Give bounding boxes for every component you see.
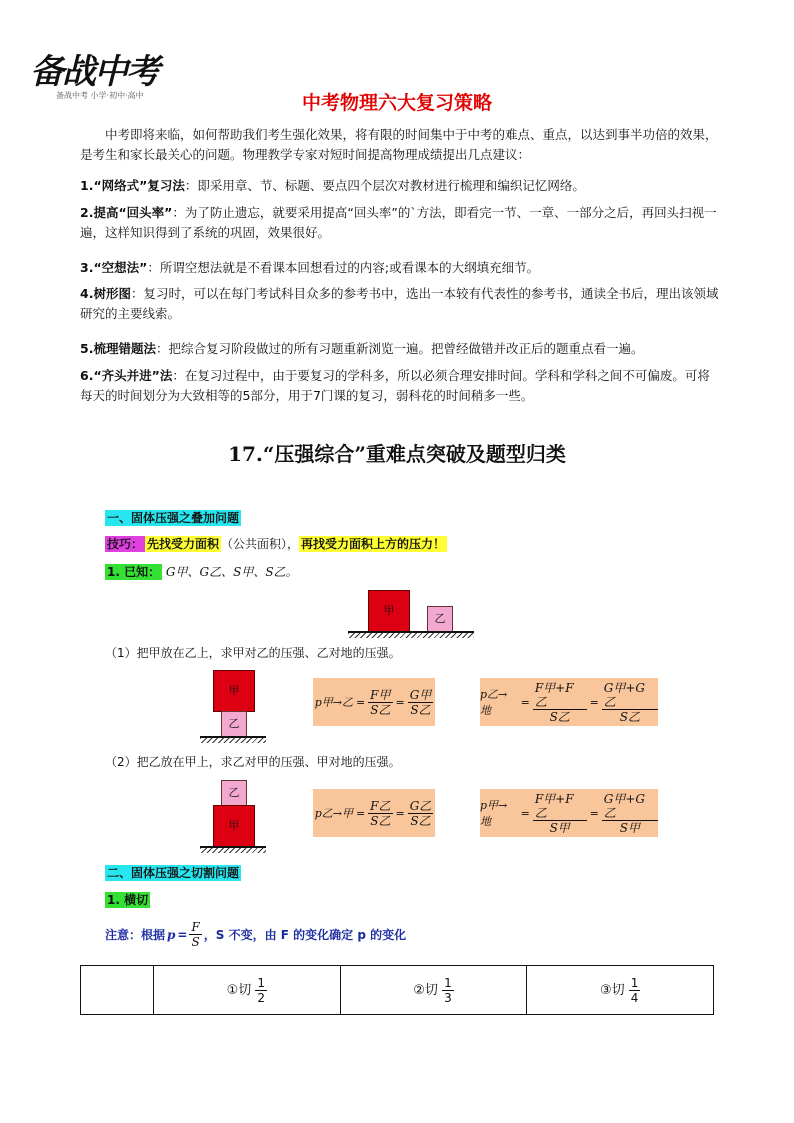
- formula-lhs: p甲→地: [480, 799, 508, 828]
- equals-sign: =: [589, 806, 599, 820]
- equals-sign: =: [520, 806, 530, 820]
- equals-sign: =: [395, 806, 405, 820]
- note-fraction: $\frac{F}{S}$: [191, 920, 200, 949]
- tip-label: 2.提高“回头率”: [80, 205, 173, 220]
- part1-heading: 一、固体压强之叠加问题: [107, 511, 240, 525]
- section-title: 17.“压强综合”重难点突破及题型归类: [228, 442, 566, 466]
- formula-lhs: p乙→地: [480, 688, 508, 717]
- note-p: p: [167, 927, 176, 942]
- formula-yi-on-jia: [313, 789, 435, 837]
- known-line: [105, 563, 298, 580]
- page-title: 中考物理六大复习策略: [301, 92, 492, 114]
- tip-label: 6.“齐头并进”法: [80, 368, 173, 383]
- tip-1: [80, 176, 720, 196]
- technique-a: 先找受力面积: [147, 537, 220, 551]
- logo-text: 备战中考: [30, 52, 158, 92]
- tip-label: 3.“空想法”: [80, 260, 148, 275]
- fraction: $\frac{\text{F甲+F乙}}{\text{S甲}}$: [533, 792, 587, 835]
- formula-yi-on-ground: [480, 678, 658, 726]
- tip-text: ：为了防止遗忘，就要采用提高“回头率”的`方法，即看完一节、一章、一部分之后，再回头扫视一遍，这样知识得到了系统的巩固，效果很好。: [80, 205, 717, 240]
- tip-text: ：复习时，可以在每门考试科目众多的参考书中，选出一本较有代表性的参考书，通读全书后，理出该领域研究的主要线索。: [80, 286, 719, 321]
- fraction: $\frac{1}{2}$: [257, 975, 266, 1005]
- formula-lhs: p甲→乙: [314, 696, 353, 709]
- fraction: $\frac{\text{F甲}}{\text{S乙}}$: [370, 687, 391, 717]
- tip-4: [80, 284, 720, 324]
- fraction: $\frac{\text{G甲+G乙}}{\text{S甲}}$: [602, 792, 658, 835]
- known-label: 1. 已知：: [107, 565, 161, 579]
- formula-lhs: p乙→甲: [314, 807, 353, 820]
- tip-text: ：即采用章、节、标题、要点四个层次对教材进行梳理和编织记忆网络。: [184, 178, 585, 193]
- tip-text: ：把综合复习阶段做过的所有习题重新浏览一遍。把曾经做错并改正后的题重点看一遍。: [155, 341, 644, 356]
- fraction: $\frac{\text{F乙}}{\text{S乙}}$: [370, 798, 391, 828]
- equals-sign: =: [520, 695, 530, 709]
- equals-sign: =: [395, 695, 405, 709]
- note-prefix: 注意：根据: [105, 928, 166, 942]
- table-cell: [81, 966, 154, 1015]
- equals-sign: =: [355, 806, 366, 820]
- tip-text: ：所谓空想法就是不看课本回想看过的内容;或看课本的大纲填充细节。: [147, 260, 540, 275]
- equals-sign: =: [355, 695, 366, 709]
- technique-c: 再找受力面积上方的压力！: [301, 537, 446, 551]
- block-jia: 甲: [368, 590, 410, 632]
- fraction: $\frac{\text{F甲+F乙}}{\text{S乙}}$: [533, 681, 587, 724]
- formula-jia-on-yi: [313, 678, 435, 726]
- table-cell: ③切 $\frac{1}{4}$: [527, 966, 714, 1015]
- intro-paragraph: 中考即将来临，如何帮助我们考生强化效果，将有限的时间集中于中考的难点、重点，以达到事半功倍的效果，是考生和家长最关心的问题。物理教学专家对短时间提高物理成绩提出几点建议：: [80, 127, 718, 162]
- block-yi: 乙: [221, 711, 247, 737]
- fraction: $\frac{1}{3}$: [444, 975, 452, 1005]
- question-1: （1）把甲放在乙上，求甲对乙的压强、乙对地的压强。: [105, 646, 401, 660]
- technique-b: （公共面积），: [221, 537, 300, 551]
- note-suffix: ，S 不变，由 F 的变化确定 p 的变化: [203, 928, 407, 942]
- table-cell: ①切 $\frac{1}{2}$: [154, 966, 341, 1015]
- fraction: $\frac{\text{G甲}}{\text{S乙}}$: [409, 687, 432, 717]
- block-yi: 乙: [221, 780, 247, 806]
- logo-subtitle: 备战中考 小学·初中·高中: [56, 91, 144, 100]
- ground-hatch: [200, 738, 266, 743]
- fraction: $\frac{1}{4}$: [630, 975, 639, 1005]
- tip-label: 4.树形图: [80, 286, 131, 301]
- tip-2: [80, 203, 720, 243]
- tip-3: [80, 258, 720, 278]
- block-jia: 甲: [213, 670, 255, 712]
- note-eq: =: [177, 927, 188, 942]
- note-line: [105, 920, 406, 949]
- table-row: [81, 966, 714, 1015]
- tip-6: [80, 366, 720, 406]
- part2-heading: 二、固体压强之切割问题: [107, 866, 240, 880]
- part2-sub: 1. 横切: [107, 893, 149, 907]
- cut-table: [80, 965, 714, 1015]
- ground-hatch: [348, 633, 474, 638]
- equals-sign: =: [589, 695, 599, 709]
- tip-label: 5.梳理错题法: [80, 341, 156, 356]
- tip-text: ：在复习过程中，由于要复习的学科多，所以必须合理安排时间。学科和学科之间不可偏废。可将每天的时间划分为大致相等的5部分，用于7门课的复习，弱科花的时间稍多一些。: [80, 368, 710, 403]
- ground-hatch: [200, 848, 266, 853]
- block-yi: 乙: [427, 606, 453, 632]
- technique-label: 技巧：: [107, 537, 144, 551]
- block-jia: 甲: [213, 805, 255, 847]
- known-vars: G甲、G乙、S甲、S乙。: [165, 565, 298, 579]
- question-2: （2）把乙放在甲上，求乙对甲的压强、甲对地的压强。: [105, 755, 401, 769]
- formula-jia-on-ground: [480, 789, 658, 837]
- technique-line: [105, 535, 447, 552]
- fraction: $\frac{\text{G甲+G乙}}{\text{S乙}}$: [602, 681, 658, 724]
- tip-5: [80, 339, 720, 359]
- tip-label: 1.“网络式”复习法: [80, 178, 185, 193]
- fraction: $\frac{\text{G乙}}{\text{S乙}}$: [409, 798, 432, 828]
- table-cell: ②切 $\frac{1}{3}$: [340, 966, 527, 1015]
